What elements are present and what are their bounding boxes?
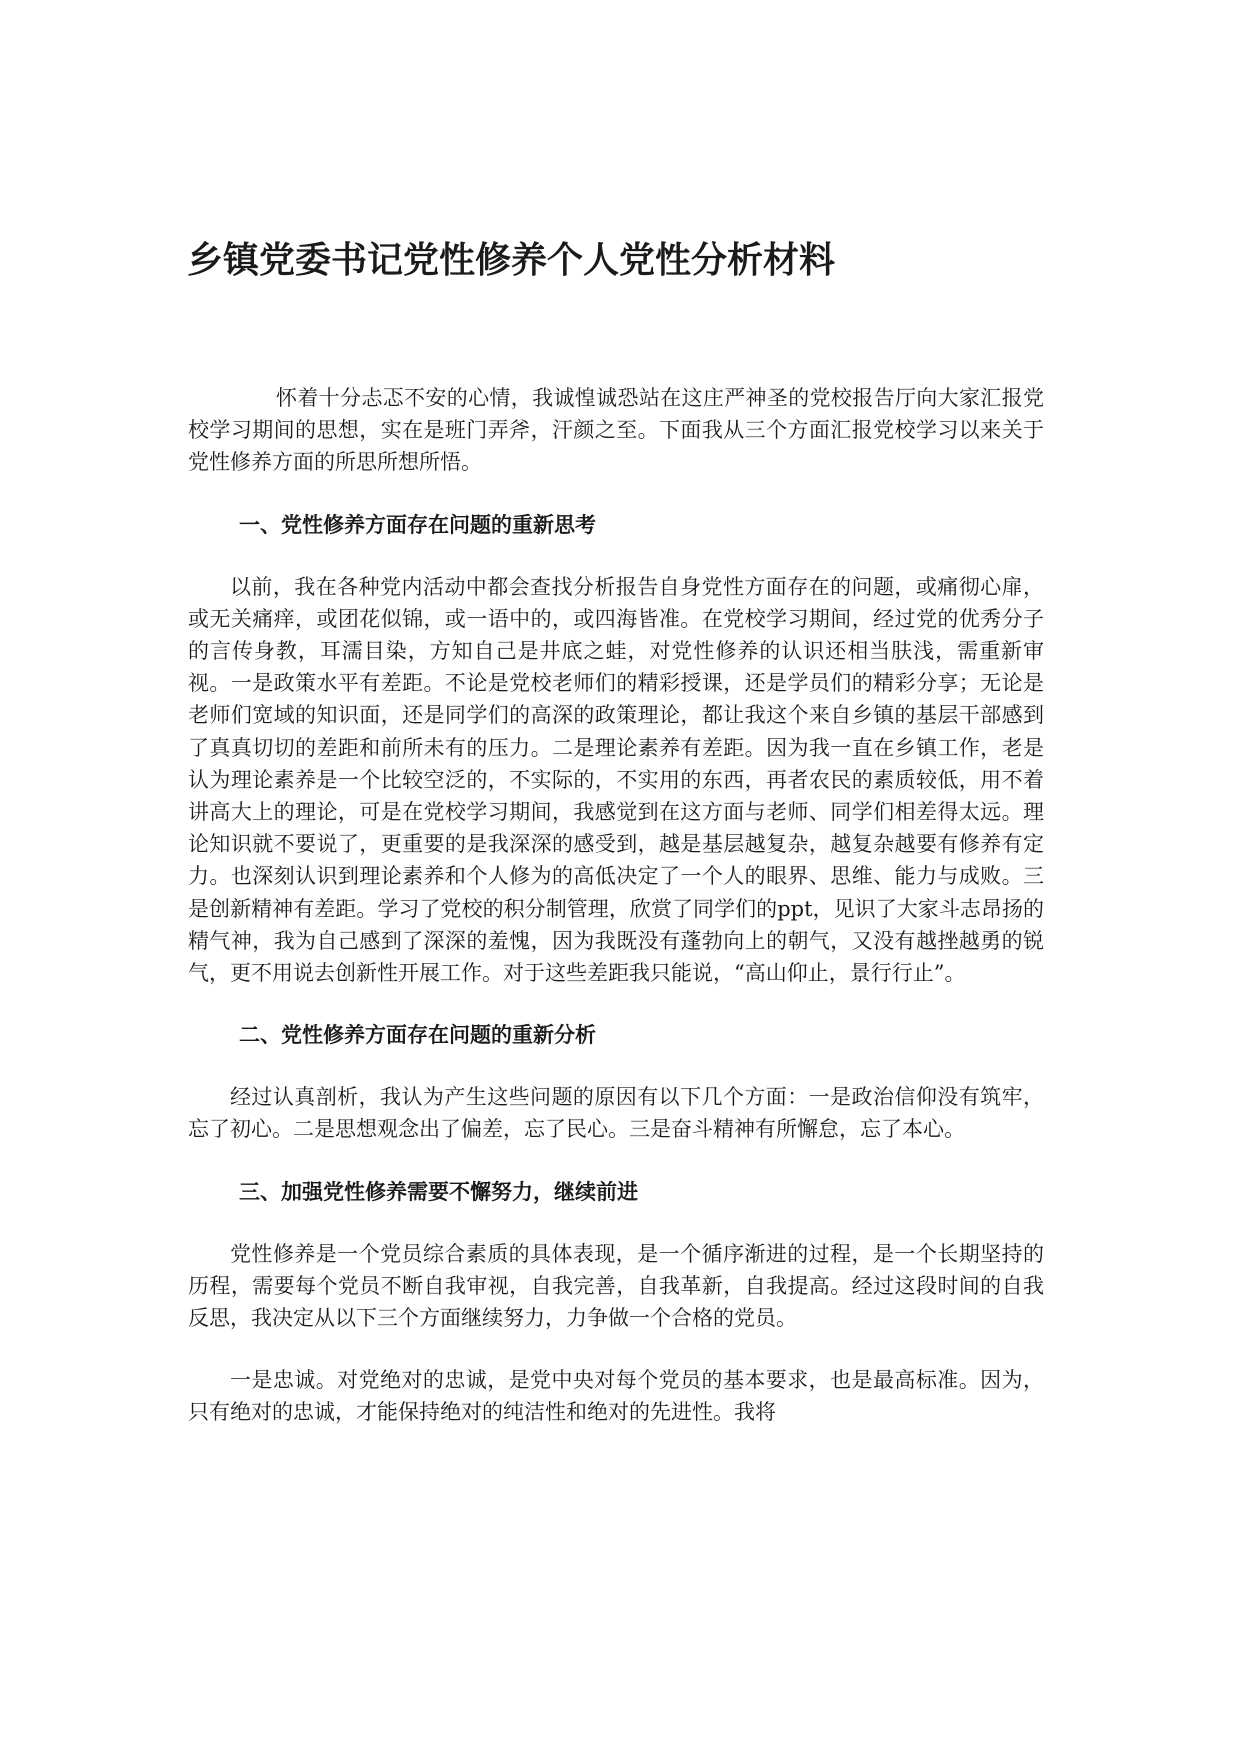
section-2-paragraph-1: 经过认真剖析，我认为产生这些问题的原因有以下几个方面：一是政治信仰没有筑牢，忘了初心。二是思想观念出了偏差，忘了民心。三是奋斗精神有所懈怠，忘了本心。	[188, 1085, 1044, 1142]
section-heading-3: 三、加强党性修养需要不懈努力，继续前进	[239, 1179, 638, 1204]
section-3-paragraph-1: 党性修养是一个党员综合素质的具体表现，是一个循序渐进的过程，是一个长期坚持的历程，需要每个党员不断自我审视，自我完善，自我革新，自我提高。经过这段时间的自我反思，我决定从以下三个方面继续努力，力争做一个合格的党员。	[188, 1241, 1044, 1331]
document-body	[188, 382, 1044, 1459]
intro-paragraph: 怀着十分忐忑不安的心情，我诚惶诚恐站在这庄严神圣的党校报告厅向大家汇报党校学习期间的思想，实在是班门弄斧，汗颜之至。下面我从三个方面汇报党校学习以来关于党性修养方面的所思所想所悟。	[188, 386, 1044, 475]
document-title: 乡镇党委书记党性修养个人党性分析材料	[187, 240, 836, 281]
section-heading-2: 二、党性修养方面存在问题的重新分析	[239, 1023, 596, 1048]
section-1-paragraph-1: 以前，我在各种党内活动中都会查找分析报告自身党性方面存在的问题，或痛彻心扉，或无关痛痒，或团花似锦，或一语中的，或四海皆准。在党校学习期间，经过党的优秀分子的言传身教，耳濡目染，方知自己是井底之蛙，对党性修养的认识还相当肤浅，需重新审视。一是政策水平有差距。不论是党校老师们的精彩授课，还是学员们的精彩分享；无论是老师们宽域的知识面，还是同学们的高深的政策理论，都让我这个来自乡镇的基层干部感到了真真切切的差距和前所未有的压力。二是理论素养有差距。因为我一直在乡镇工作，老是认为理论素养是一个比较空泛的，不实际的，不实用的东西，再者农民的素质较低，用不着讲高大上的理论，可是在党校学习期间，我感觉到在这方面与老师、同学们相差得太远。理论知识就不要说了，更重要的是我深深的感受到，越是基层越复杂，越复杂越要有修养有定力。也深刻认识到理论素养和个人修为的高低决定了一个人的眼界、思维、能力与成败。三是创新精神有差距。学习了党校的积分制管理，欣赏了同学们的ppt，见识了大家斗志昂扬的精气神，我为自己感到了深深的羞愧，因为我既没有蓬勃向上的朝气，又没有越挫越勇的锐气，更不用说去创新性开展工作。对于这些差距我只能说，“高山仰止，景行行止”。	[188, 574, 1044, 986]
section-3-paragraph-2: 一是忠诚。对党绝对的忠诚，是党中央对每个党员的基本要求，也是最高标准。因为，只有绝对的忠诚，才能保持绝对的纯洁性和绝对的先进性。我将	[188, 1368, 1044, 1425]
section-heading-1: 一、党性修养方面存在问题的重新思考	[239, 512, 596, 537]
